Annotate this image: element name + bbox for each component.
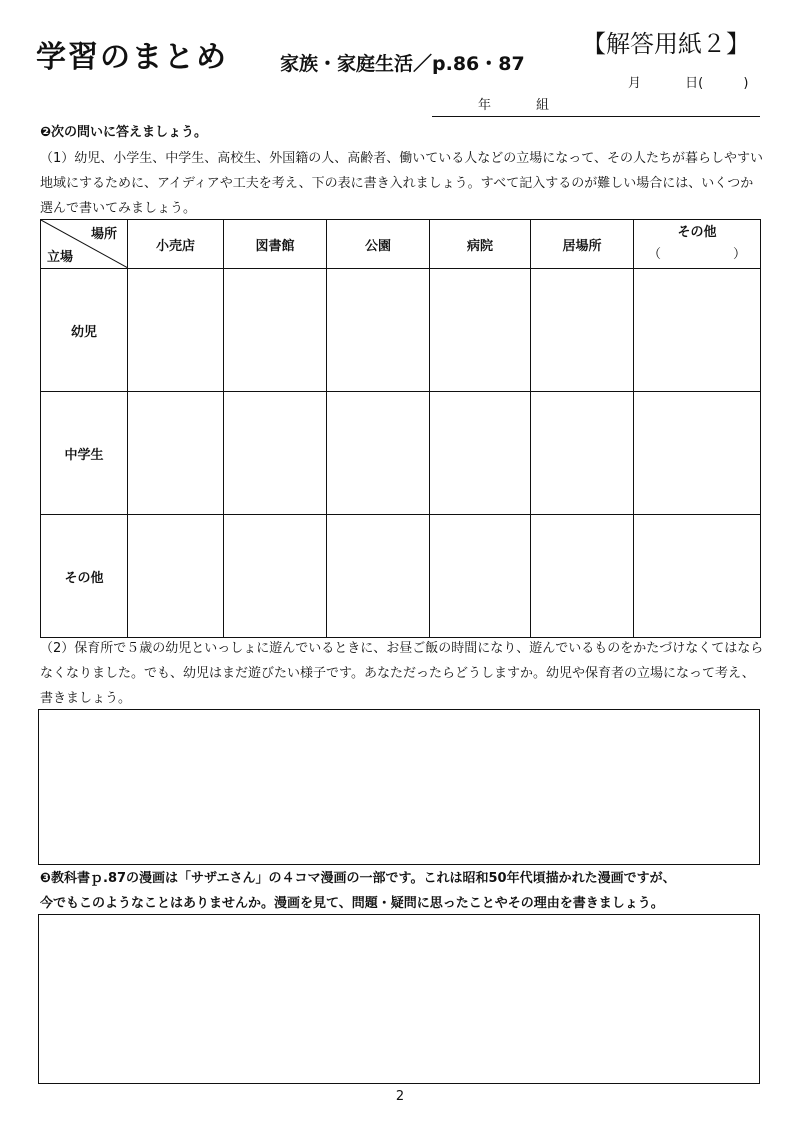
corner-position-label: 立場: [47, 250, 74, 265]
question-3-line-2: 今でもこのようなことはありませんか。漫画を見て、問題・疑問に思ったことやその理由を書きましょう。: [40, 896, 664, 911]
answer-sheet-label: 【解答用紙２】: [582, 30, 750, 58]
row-header-infant: 幼児: [41, 269, 128, 392]
table-row: [41, 269, 761, 392]
answer-box-2-2[interactable]: [38, 709, 760, 865]
answer-cell[interactable]: [430, 515, 531, 638]
answer-cell[interactable]: [531, 515, 634, 638]
question-3-heading: [40, 866, 676, 916]
date-line: [600, 74, 760, 94]
column-header-other: [634, 220, 761, 269]
year-label: 年: [478, 98, 492, 113]
table-row: [41, 392, 761, 515]
month-label: 月: [628, 76, 642, 91]
unit-subtitle: 家族・家庭生活／p.86・87: [280, 53, 525, 75]
paren-open: （: [648, 247, 662, 262]
answer-cell[interactable]: [128, 269, 224, 392]
day-paren-close: ): [743, 76, 749, 91]
column-header-park: 公園: [327, 220, 430, 269]
column-header-hospital: 病院: [430, 220, 531, 269]
row-header-junior-high-student: 中学生: [41, 392, 128, 515]
answer-cell[interactable]: [327, 515, 430, 638]
question-2-2-text: （2）保育所で５歳の幼児といっしょに遊んでいるときに、お昼ご飯の時間になり、遊んでいるものをかたづけなくてはならなくなりました。でも、幼児はまだ遊びたい様子です。あなただったらどうしますか。幼児や保育者の立場になって考え、書きましょう。: [40, 641, 764, 706]
answer-cell[interactable]: [128, 515, 224, 638]
class-name-line[interactable]: [432, 96, 760, 117]
answer-cell[interactable]: [634, 269, 761, 392]
answer-cell[interactable]: [430, 392, 531, 515]
answer-cell[interactable]: [224, 392, 327, 515]
question-2-1-text: （1）幼児、小学生、中学生、高校生、外国籍の人、高齢者、働いている人などの立場になって、その人たちが暮らしやすい地域にするために、アイディアや工夫を考え、下の表に書き入れましょう。すべて記入するのが難しい場合には、いくつか選んで書いてみましょう。: [40, 151, 764, 216]
answer-cell[interactable]: [128, 392, 224, 515]
page-number: 2: [395, 1089, 405, 1104]
answer-cell[interactable]: [224, 515, 327, 638]
column-header-library: 図書館: [224, 220, 327, 269]
class-label: 組: [536, 98, 550, 113]
answer-cell[interactable]: [327, 269, 430, 392]
row-header-other: その他: [41, 515, 128, 638]
table-row: [41, 515, 761, 638]
question-3-line-1: ❸教科書ｐ.87の漫画は「サザエさん」の４コマ漫画の一部です。これは昭和50年代頃描かれた漫画ですが、: [40, 871, 676, 886]
answer-cell[interactable]: [327, 392, 430, 515]
day-label: 日(: [685, 76, 704, 91]
answer-cell[interactable]: [634, 392, 761, 515]
corner-place-label: 場所: [90, 227, 117, 242]
answer-cell[interactable]: [531, 392, 634, 515]
column-header-gathering-place: 居場所: [531, 220, 634, 269]
answer-cell[interactable]: [634, 515, 761, 638]
answer-cell[interactable]: [531, 269, 634, 392]
other-column-label: その他: [677, 225, 717, 240]
page-title: 学習のまとめ: [36, 40, 228, 75]
answer-cell[interactable]: [430, 269, 531, 392]
table-corner-header: [41, 220, 128, 269]
column-header-retail-store: 小売店: [128, 220, 224, 269]
answer-box-3[interactable]: [38, 914, 760, 1084]
ideas-table: [40, 219, 761, 638]
paren-close: ）: [732, 247, 746, 262]
answer-cell[interactable]: [224, 269, 327, 392]
other-column-blank[interactable]: [634, 244, 760, 266]
question-2-heading: ❷次の問いに答えましょう。: [40, 125, 208, 140]
